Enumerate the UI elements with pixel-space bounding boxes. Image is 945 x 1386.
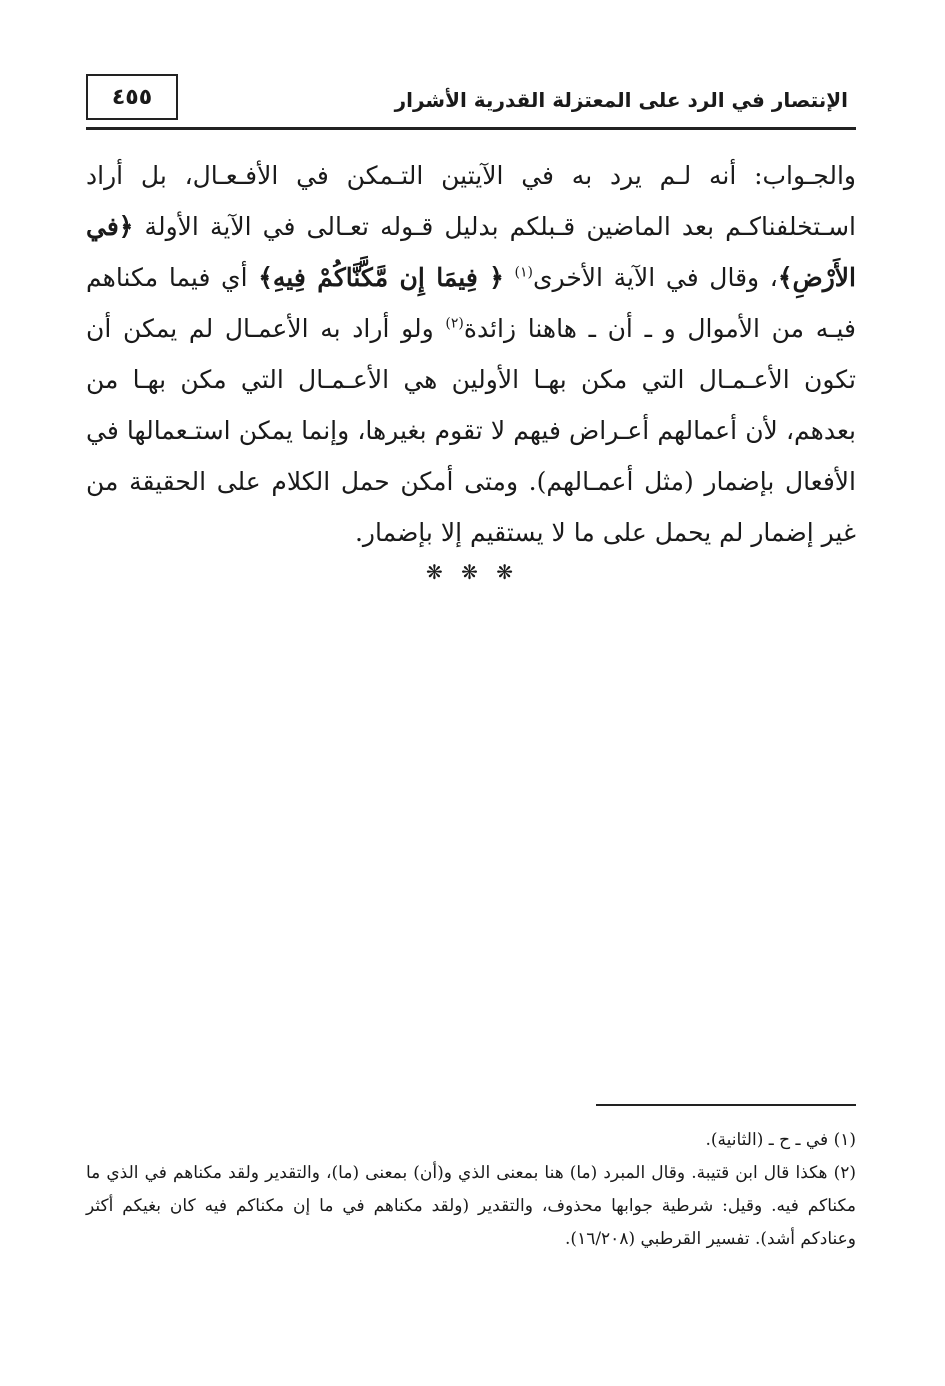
text-segment: ، وقال في الآية الأخرى [532,263,778,292]
text-segment [504,263,515,292]
main-text [86,150,856,558]
page-header [86,74,856,130]
running-title: الإنتصار في الرد على المعتزلة القدرية الأشرار [394,88,848,112]
footnote-ref-2: (٢) [445,315,464,332]
quran-quote: ﴿في الأَرْضِ﴾ [86,212,856,292]
footnote-2: (٢) هكذا قال ابن قتيبة. وقال المبرد (ما) هنا بمعنى الذي و(أن) بمعنى (ما)، والتقدير ولقد مكناهم في الذي ما مكناكم فيه. وقيل: شرطية جوابها محذوف، والتقدير (ولقد مكناهم في ما إن مكناكم فيه كان بغيكم أكثر وعنادكم أشد). تفسير القرطبي (١٦/٢٠٨). [86,1163,856,1249]
section-separator: ❋ ❋ ❋ [426,560,519,584]
text-segment: أي فيما مكناهم فيـه من الأموال و ـ أن ـ هاهنا زائدة [86,263,856,343]
text-segment: والجـواب: أنه لـم يرد به في الآيتين التـمكن في الأفـعـال، بل أراد اسـتخلفناكـم بعد الماضين قـبلكم بدليل قـوله تعـالى في الآية الأولة [86,161,856,241]
quran-quote: ﴿ فِيمَا إِن مَّكَّنَّاكُمْ فِيهِ﴾ [258,263,504,292]
footnote-1: (١) في ـ ح ـ (الثانية). [705,1130,856,1150]
text-segment: ولو أراد به الأعمـال لم يمكن أن تكون الأعـمـال التي مكن بهـا الأولين هي الأعـمـال التي مكن بهـا من بعدهم، لأن أعمالهم أعـراض فيهم لا تقوم بغيرها، وإنما يمكن استـعمالها في الأفعال بإضمار (مثل أعمـالهم). ومتى أمكن حمل الكلام على الحقيقة من غير إضمار لم يحمل على ما لا يستقيم إلا بإضمار. [86,314,856,547]
header-rule [86,127,856,130]
footnote-rule [596,1104,856,1106]
footnote-ref-1: (١) [514,264,533,281]
page-number: ٤٥٥ [86,74,178,120]
footnotes [86,1124,856,1256]
